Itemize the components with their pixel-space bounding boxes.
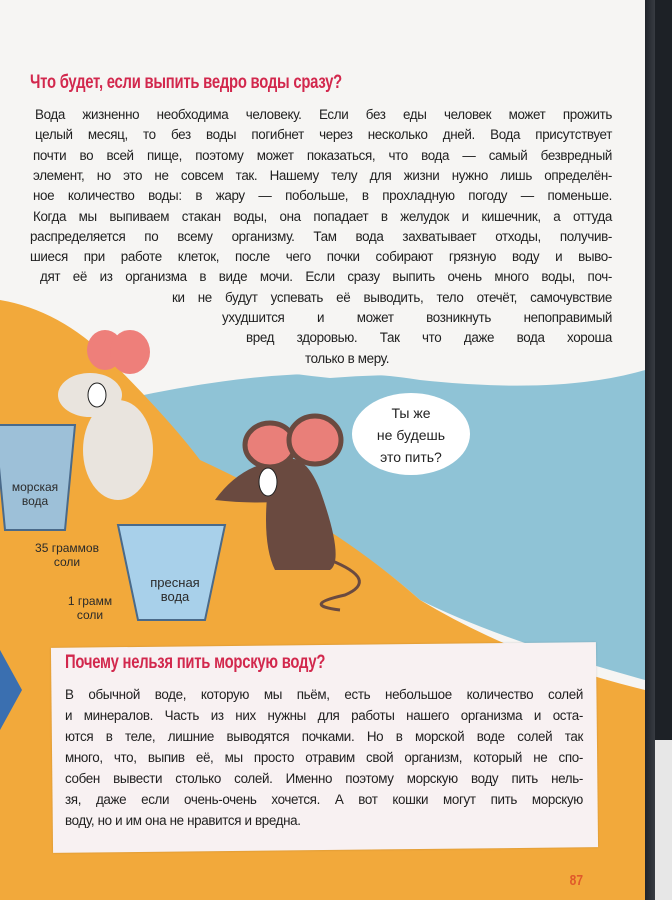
paragraph-line: только в меру. (305, 350, 390, 366)
section-title-bucket: Что будет, если выпить ведро воды сразу? (30, 72, 342, 93)
sea-bucket-label (5, 480, 65, 508)
label-line: вода (21, 494, 49, 508)
speech-line: не будешь (376, 427, 446, 443)
label-line: соли (76, 608, 104, 622)
label-line: 35 граммов (35, 541, 99, 555)
paragraph-line: элемент, но это не совсем так. Нашему телу для жизни нужно лишь определён- (33, 167, 612, 183)
paragraph-line: шиеся при работе клеток, после чего почки собирают грязную воду и выво- (30, 249, 612, 265)
label-line: морская (11, 480, 59, 494)
paragraph-line: целый месяц, то без воды погибнет через несколько дней. Вода присутствует (35, 127, 612, 143)
paragraph-line: В обычной воде, которую мы пьём, есть небольшое количество солей (65, 687, 583, 702)
paragraph-line: Вода жизненно необходима человеку. Если без еды человек может прожить (35, 107, 612, 122)
paragraph-line: собен вывести столько солей. Именно поэтому морскую воду пить нель- (65, 771, 583, 786)
book-cover-edge (655, 0, 672, 740)
sea-water-bucket (0, 425, 75, 530)
paragraph-line: распределяется по всему организму. Там вода захватывает отходы, получив- (30, 228, 612, 244)
label-line: вода (160, 589, 190, 604)
paragraph-line: ухудшится и может возникнуть непоправимый (222, 310, 612, 325)
section-title-sea-water: Почему нельзя пить морскую воду? (65, 652, 326, 673)
fresh-water-bucket (118, 525, 225, 620)
speech-line: это пить? (380, 449, 442, 465)
paragraph-line: дят её из организма в виде мочи. Если сразу выпить очень много воды, поч- (40, 269, 612, 285)
speech-line: Ты же (391, 405, 431, 421)
paragraph-line: Когда мы выпиваем стакан воды, она попадает в желудок и кишечник, а оттуда (33, 208, 612, 224)
paragraph-line: почти во всей пище, поэтому может показаться, что вода — самый безвредный (33, 147, 612, 163)
fresh-bucket-label (135, 576, 215, 604)
paragraph-line: много, что, выпив её, мы просто отравим свой организм, который не спо- (65, 750, 583, 765)
label-line: 1 грамм (67, 594, 113, 608)
label-line: пресная (150, 575, 200, 590)
page-number: 87 (569, 872, 584, 889)
paragraph-line: зя, даже если очень-очень хочется. А вот кошки могут пить морскую (65, 792, 583, 807)
page-stack (655, 740, 672, 900)
label-line: соли (53, 555, 81, 569)
fresh-salt-label (55, 594, 125, 622)
paragraph-line: вред здоровью. Так что даже вода хороша (246, 330, 612, 346)
sea-salt-label (22, 541, 112, 569)
paragraph-line: ное количество воды: в жару — побольше, в прохладную погоду — поменьше. (33, 188, 612, 204)
paragraph-line: воду, но и им она не нравится и вредна. (65, 813, 301, 828)
paragraph-line: ются в теле, лишние выводятся почками. Но в морской воде солей так (65, 729, 583, 744)
paragraph-line: ки не будут успевать её выводить, тело отечёт, самочувствие (172, 289, 612, 305)
paragraph-line: и минералов. Часть из них нужны для работы нашего организма и оста- (65, 708, 583, 723)
